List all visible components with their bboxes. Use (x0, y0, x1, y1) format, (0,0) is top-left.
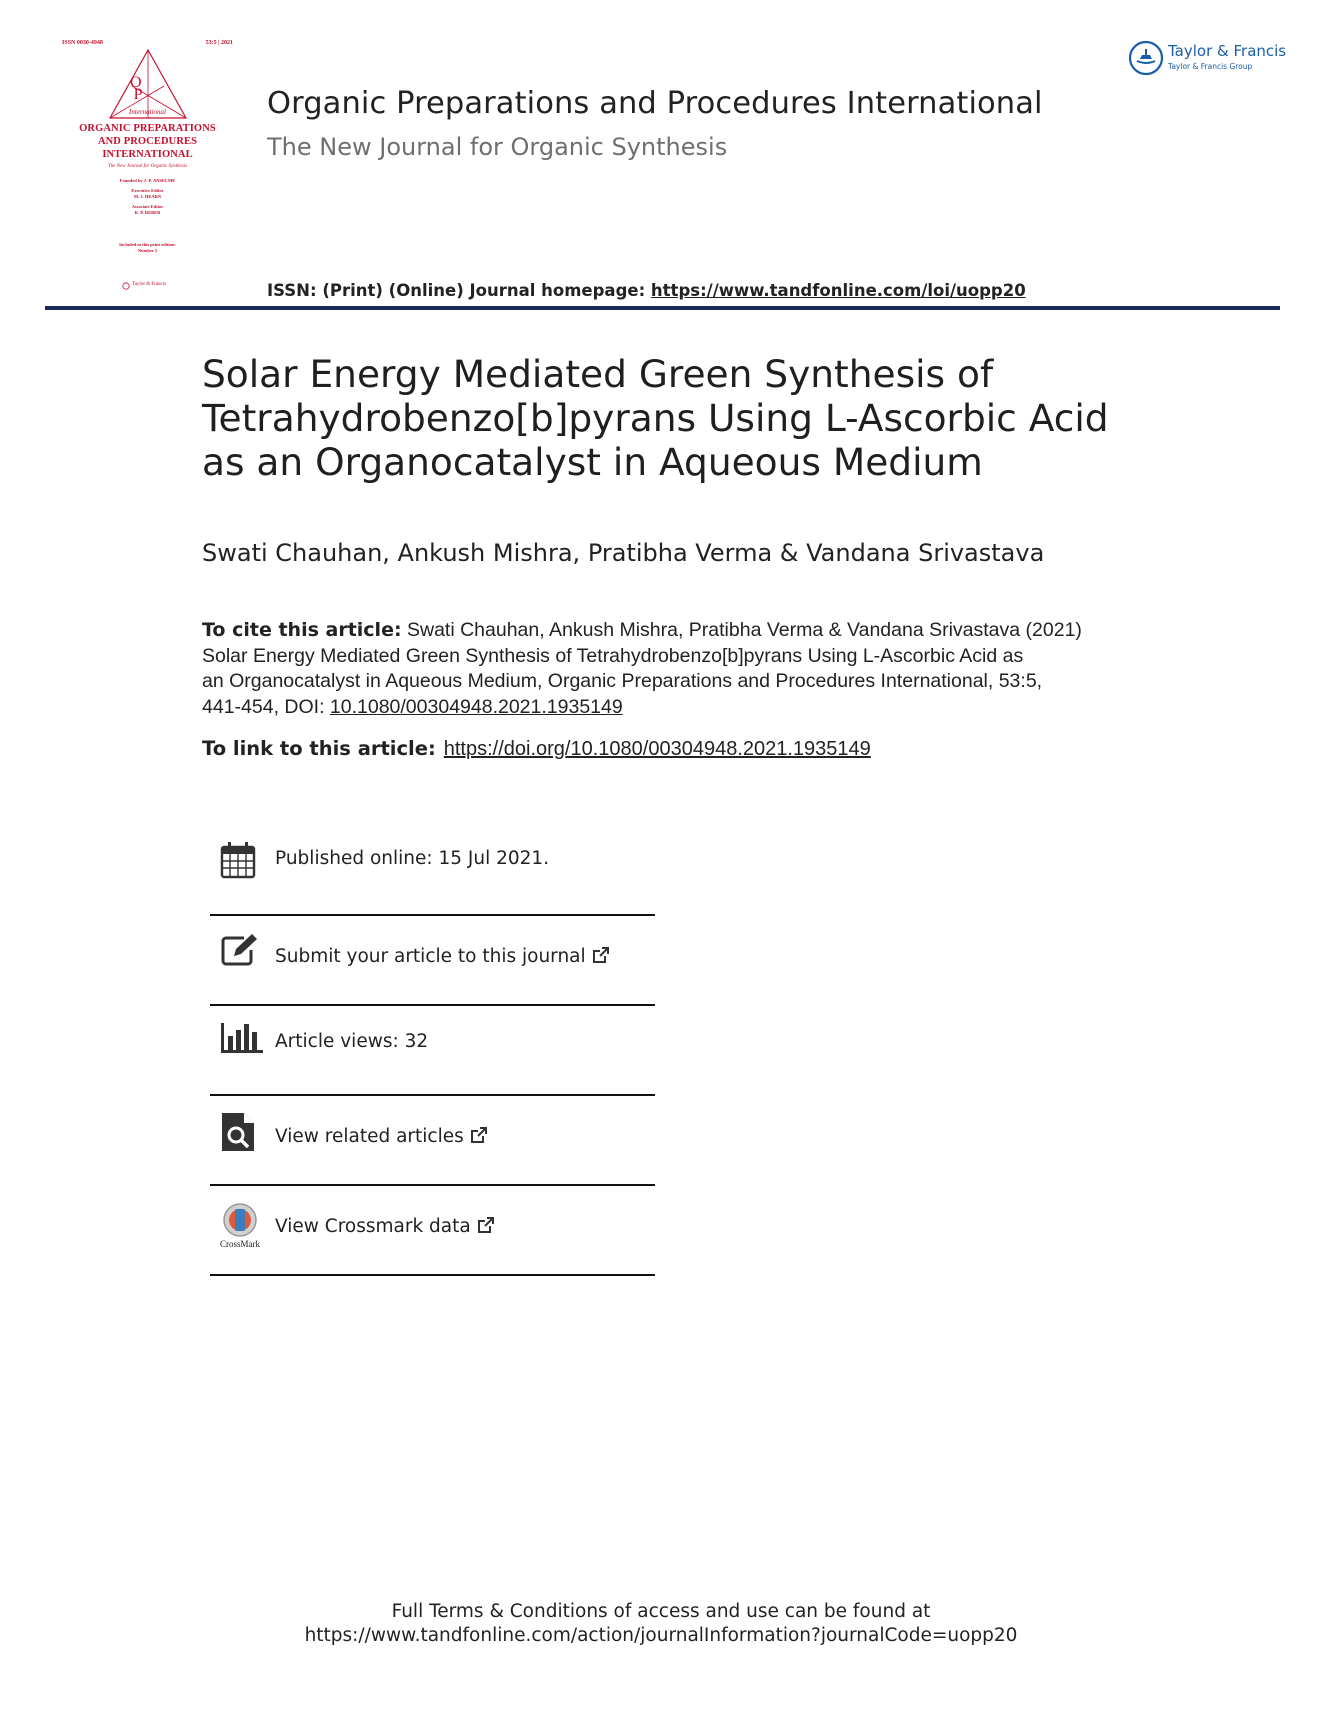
crossmark-logo-text: CrossMark (220, 1239, 260, 1249)
cover-credit: K. P. REBER (134, 210, 161, 215)
cite-pages: 441-454, DOI: (202, 695, 330, 718)
info-divider (210, 1004, 655, 1006)
tf-emblem-icon (1128, 40, 1164, 76)
document-search-icon (220, 1111, 256, 1153)
header-divider (45, 306, 1280, 310)
article-title (202, 352, 1152, 484)
cover-credit: Associate Editor (131, 204, 164, 209)
issn-text: ISSN: (Print) (Online) Journal homepage: (267, 281, 651, 300)
cite-line: Solar Energy Mediated Green Synthesis of Tetrahydrobenzo[b]pyrans Using L-Ascorbic Acid as (202, 644, 1024, 667)
calendar-icon (220, 840, 256, 880)
journal-title: Organic Preparations and Procedures International (267, 86, 1043, 121)
issn-line (267, 281, 1026, 300)
cover-credit: Executive Editor (131, 188, 164, 193)
external-link-icon (470, 1126, 488, 1144)
citation-block (202, 618, 1162, 720)
cover-title-2: AND PROCEDURES (97, 136, 198, 147)
info-divider (210, 914, 655, 916)
cover-emblem-o: O (130, 74, 148, 91)
edit-icon (220, 932, 260, 968)
external-link-icon (477, 1216, 495, 1234)
article-title-line: as an Organocatalyst in Aqueous Medium (202, 440, 983, 484)
article-authors: Swati Chauhan, Ankush Mishra, Pratibha Verma & Vandana Srivastava (202, 539, 1045, 567)
related-articles-row[interactable] (210, 1110, 655, 1160)
related-articles-text[interactable] (275, 1126, 488, 1147)
footer-line1: Full Terms & Conditions of access and use can be found at (391, 1601, 931, 1622)
article-title-line: Tetrahydrobenzo[b]pyrans Using L-Ascorbic Acid (202, 396, 1109, 440)
crossmark-icon (222, 1202, 258, 1238)
cover-subtitle: The New Journal for Organic Synthesis (107, 164, 188, 169)
taylor-francis-logo[interactable] (1128, 40, 1287, 76)
cover-title-1: ORGANIC PREPARATIONS (79, 123, 216, 134)
journal-cover-thumbnail (60, 36, 235, 296)
journal-subtitle: The New Journal for Organic Synthesis (267, 133, 728, 161)
cover-publisher-mark (122, 282, 182, 290)
submit-article-text[interactable] (275, 946, 610, 967)
cite-label: To cite this article: (202, 619, 402, 641)
cover-credit: M. J. HEARN (133, 194, 162, 199)
cover-title-3: INTERNATIONAL (102, 149, 193, 160)
article-title-line: Solar Energy Mediated Green Synthesis of (202, 352, 994, 396)
cover-publisher-icon (122, 282, 130, 290)
footer-terms (0, 1600, 1322, 1648)
cover-note: Included in this print edition: (119, 242, 176, 247)
cite-line: an Organocatalyst in Aqueous Medium, Organic Preparations and Procedures International, 53:5, (202, 670, 1043, 692)
cover-publisher: Taylor & Francis (132, 282, 167, 287)
submit-article-label: Submit your article to this journal (275, 946, 586, 967)
crossmark-row[interactable] (210, 1200, 655, 1252)
crossmark-logo (218, 1202, 262, 1250)
publisher-group: Taylor & Francis Group (1168, 62, 1253, 71)
published-online-text: Published online: 15 Jul 2021. (275, 848, 550, 869)
article-link-line (202, 737, 871, 761)
cover-emblem-p: P (133, 86, 149, 103)
crossmark-label: View Crossmark data (275, 1216, 471, 1237)
cover-issn: ISSN 0030-4948 (62, 40, 103, 46)
info-divider (210, 1094, 655, 1096)
related-articles-label: View related articles (275, 1126, 464, 1147)
crossmark-text[interactable] (275, 1216, 495, 1237)
cover-emblem-caption: International (129, 108, 166, 116)
footer-terms-url[interactable]: https://www.tandfonline.com/action/journalInformation?journalCode=uopp20 (304, 1625, 1018, 1646)
article-doi-url[interactable]: https://doi.org/10.1080/00304948.2021.1935149 (443, 738, 871, 760)
external-link-icon (592, 946, 610, 964)
bar-chart-icon (220, 1020, 264, 1054)
cover-note: Number 5 (137, 248, 158, 253)
cite-authors: Swati Chauhan, Ankush Mishra, Pratibha Verma & Vandana Srivastava (2021) (401, 619, 1082, 641)
article-views-text: Article views: 32 (275, 1031, 429, 1052)
article-views-row (210, 1020, 655, 1060)
link-label: To link to this article: (202, 737, 436, 760)
info-divider (210, 1184, 655, 1186)
doi-link[interactable]: 10.1080/00304948.2021.1935149 (329, 695, 623, 718)
cover-volume: 53:5 | 2021 (205, 40, 233, 46)
publisher-name: Taylor & Francis (1168, 42, 1287, 60)
submit-article-row[interactable] (210, 930, 655, 980)
journal-homepage-link[interactable]: https://www.tandfonline.com/loi/uopp20 (650, 281, 1026, 300)
published-online-row (210, 842, 655, 882)
cover-credit: Founded by J.-P. ANSELME (119, 178, 176, 183)
info-divider (210, 1274, 655, 1276)
